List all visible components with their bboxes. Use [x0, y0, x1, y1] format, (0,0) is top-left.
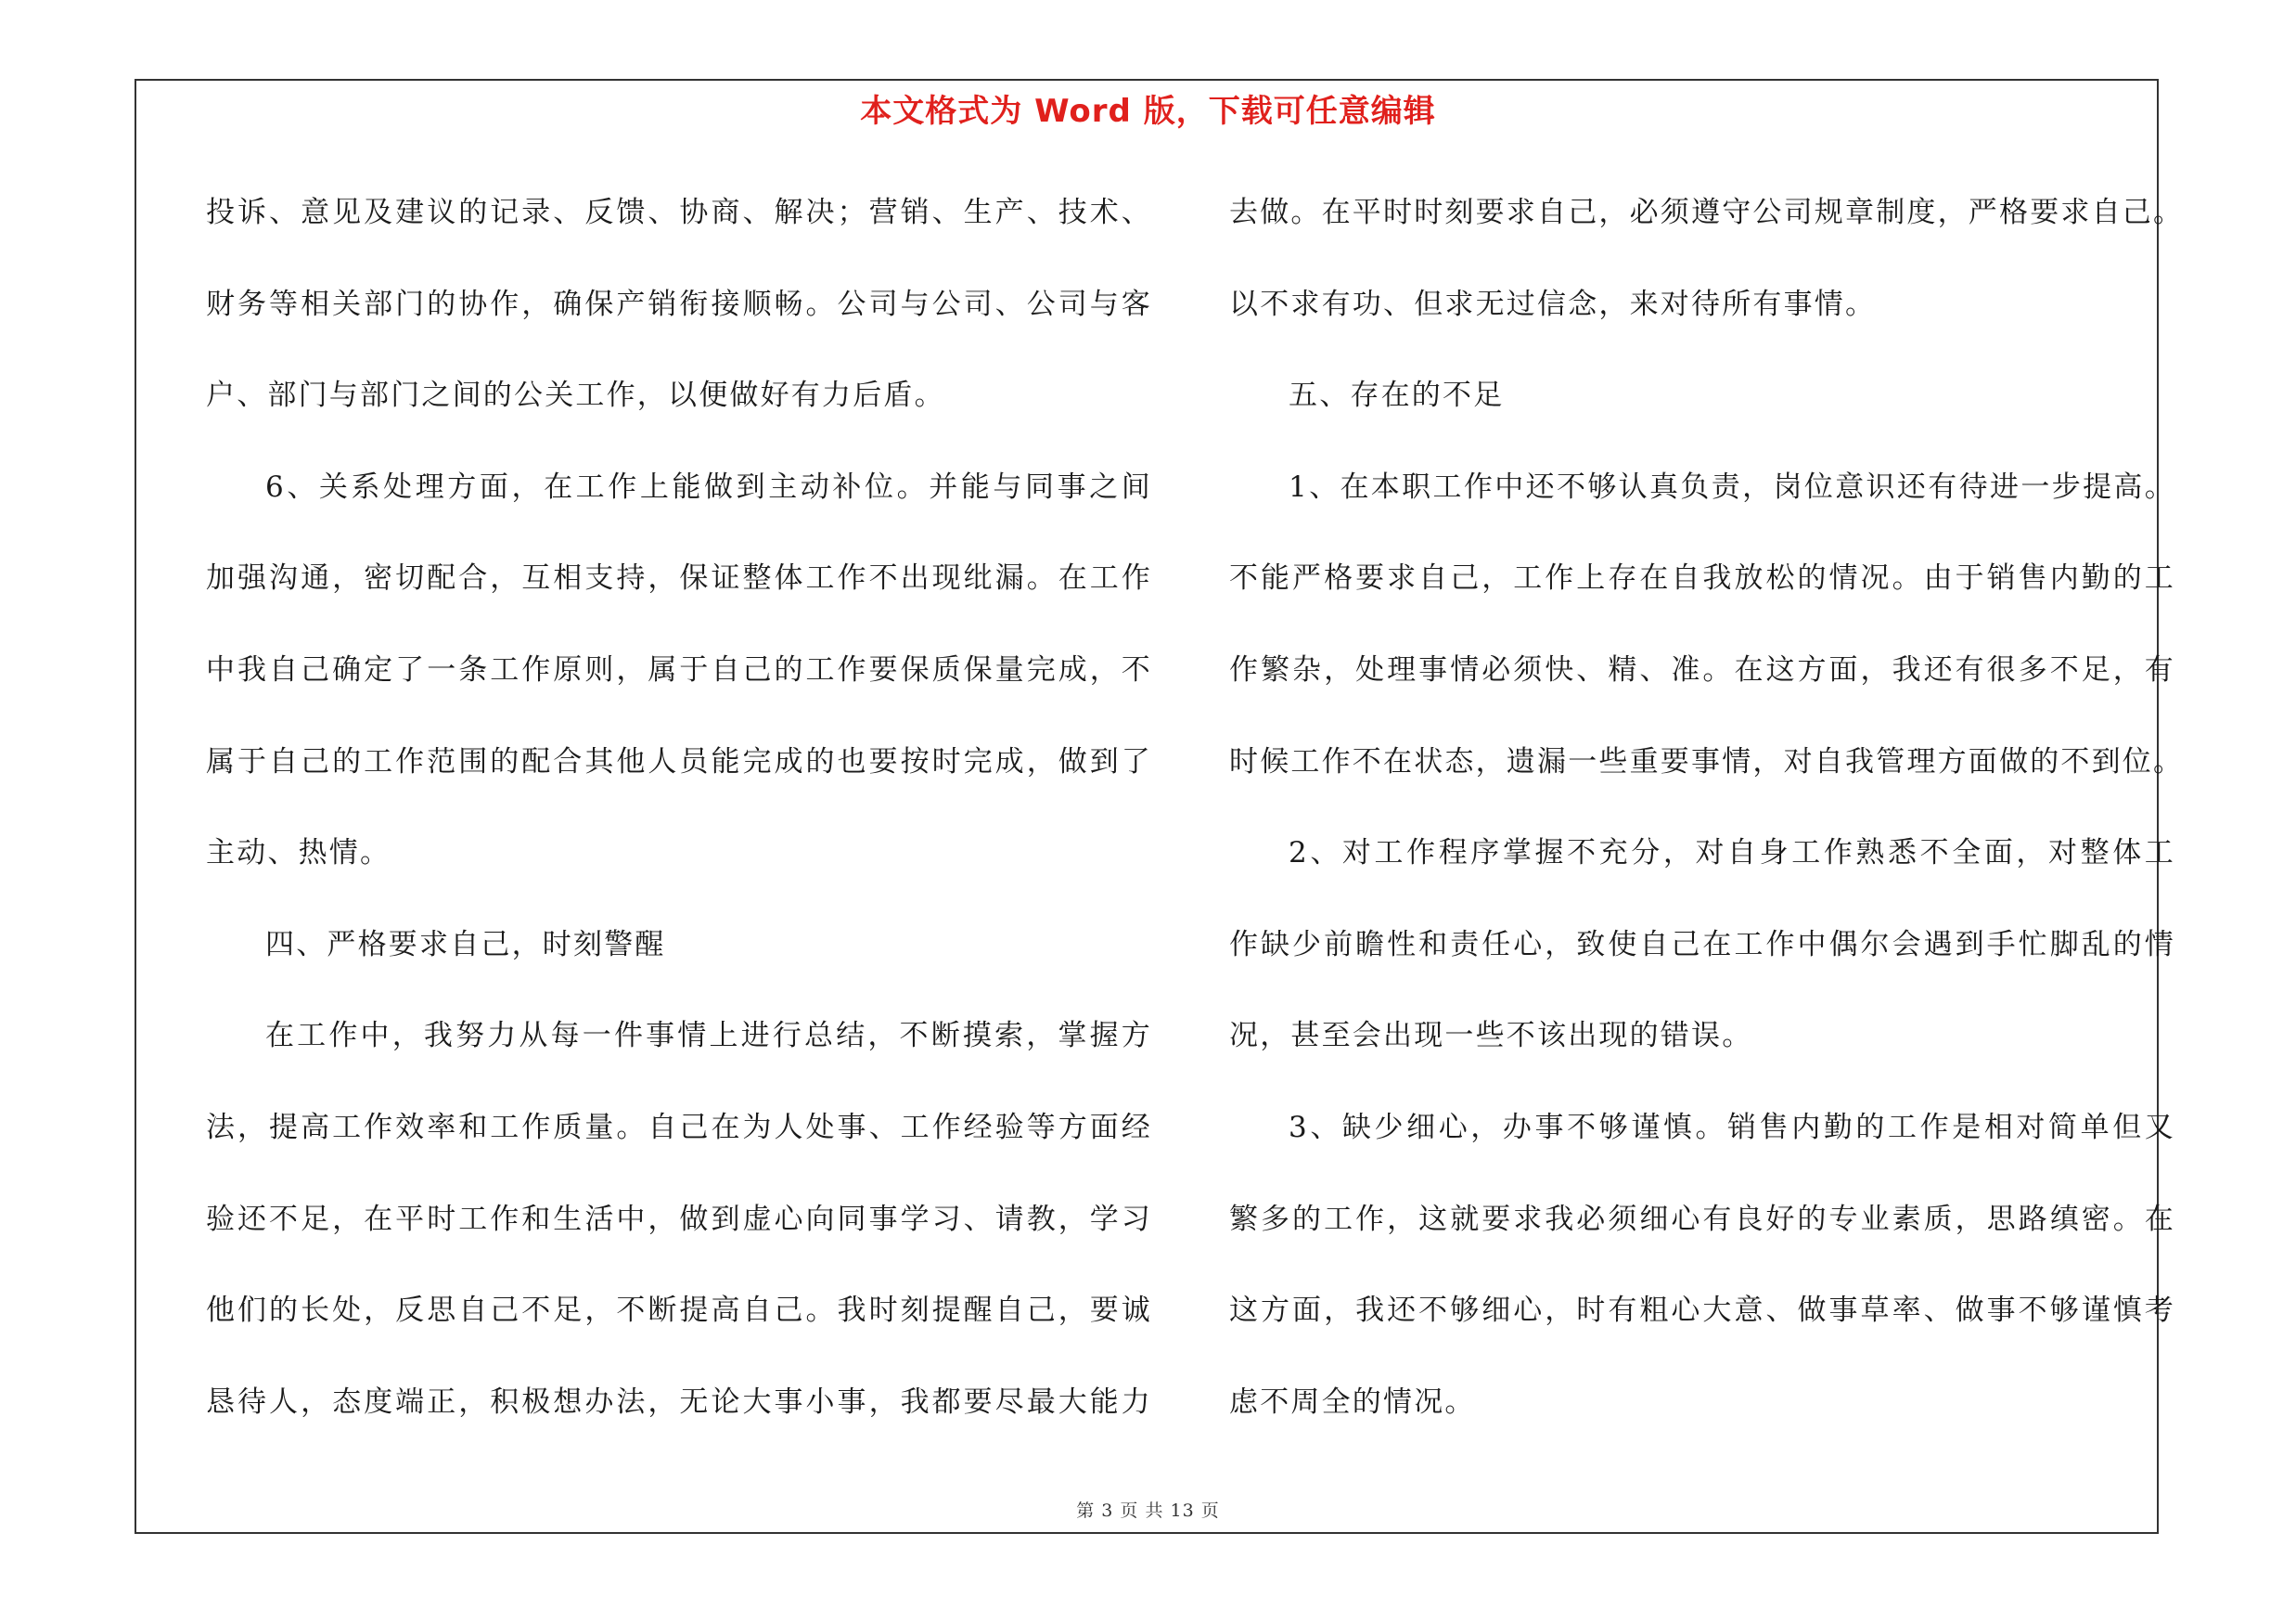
text-line: 在工作中，我努力从每一件事情上进行总结，不断摸索，掌握方: [265, 1019, 1152, 1053]
text-line: 以不求有功、但求无过信念，来对待所有事情。: [1229, 287, 1877, 321]
left-text-column: [206, 182, 1152, 1462]
text-line: 户、部门与部门之间的公关工作，以便做好有力后盾。: [206, 379, 945, 413]
text-line: 这方面，我还不够细心，时有粗心大意、做事草率、做事不够谨慎考: [1229, 1294, 2175, 1328]
text-line: 况，甚至会出现一些不该出现的错误。: [1229, 1019, 1753, 1053]
text-line: 属于自己的工作范围的配合其他人员能完成的也要按时完成，做到了: [206, 744, 1152, 779]
text-line: 恳待人，态度端正，积极想办法，无论大事小事，我都要尽最大能力: [206, 1385, 1152, 1419]
right-text-column: [1229, 182, 2185, 1462]
text-line: 主动、热情。: [206, 836, 391, 870]
section-heading: 四、严格要求自己，时刻警醒: [265, 927, 666, 961]
page-number-footer: 第 3 页 共 13 页: [1076, 1501, 1220, 1521]
text-line: 财务等相关部门的协作，确保产销衔接顺畅。公司与公司、公司与客: [206, 287, 1152, 321]
text-line: 中我自己确定了一条工作原则，属于自己的工作要保质保量完成，不: [206, 652, 1152, 687]
text-line: 2、对工作程序掌握不充分，对自身工作熟悉不全面，对整体工: [1289, 836, 2175, 870]
text-line: 去做。在平时时刻要求自己，必须遵守公司规章制度，严格要求自己。: [1229, 196, 2185, 229]
text-line: 1、在本职工作中还不够认真负责，岗位意识还有待进一步提高。: [1289, 470, 2175, 504]
text-line: 不能严格要求自己，工作上存在自我放松的情况。由于销售内勤的工: [1229, 561, 2175, 596]
text-line: 投诉、意见及建议的记录、反馈、协商、解决；营销、生产、技术、: [206, 196, 1152, 229]
text-line: 时候工作不在状态，遗漏一些重要事情，对自我管理方面做的不到位。: [1229, 744, 2185, 779]
text-line: 法，提高工作效率和工作质量。自己在为人处事、工作经验等方面经: [206, 1110, 1152, 1144]
text-line: 加强沟通，密切配合，互相支持，保证整体工作不出现纰漏。在工作: [206, 561, 1152, 596]
text-line: 验还不足，在平时工作和生活中，做到虚心向同事学习、请教，学习: [206, 1202, 1152, 1236]
format-notice-banner: 本文格式为 Word 版，下载可任意编辑: [860, 93, 1436, 130]
text-line: 作缺少前瞻性和责任心，致使自己在工作中偶尔会遇到手忙脚乱的情: [1229, 927, 2175, 961]
text-line: 3、缺少细心，办事不够谨慎。销售内勤的工作是相对简单但又: [1289, 1110, 2175, 1144]
text-line: 作繁杂，处理事情必须快、精、准。在这方面，我还有很多不足，有: [1229, 652, 2175, 687]
section-heading: 五、存在的不足: [1289, 379, 1505, 413]
text-line: 繁多的工作，这就要求我必须细心有良好的专业素质，思路缜密。在: [1229, 1202, 2175, 1236]
text-line: 6、关系处理方面，在工作上能做到主动补位。并能与同事之间: [265, 470, 1152, 504]
text-line: 虑不周全的情况。: [1229, 1385, 1476, 1419]
text-line: 他们的长处，反思自己不足，不断提高自己。我时刻提醒自己，要诚: [206, 1294, 1152, 1328]
